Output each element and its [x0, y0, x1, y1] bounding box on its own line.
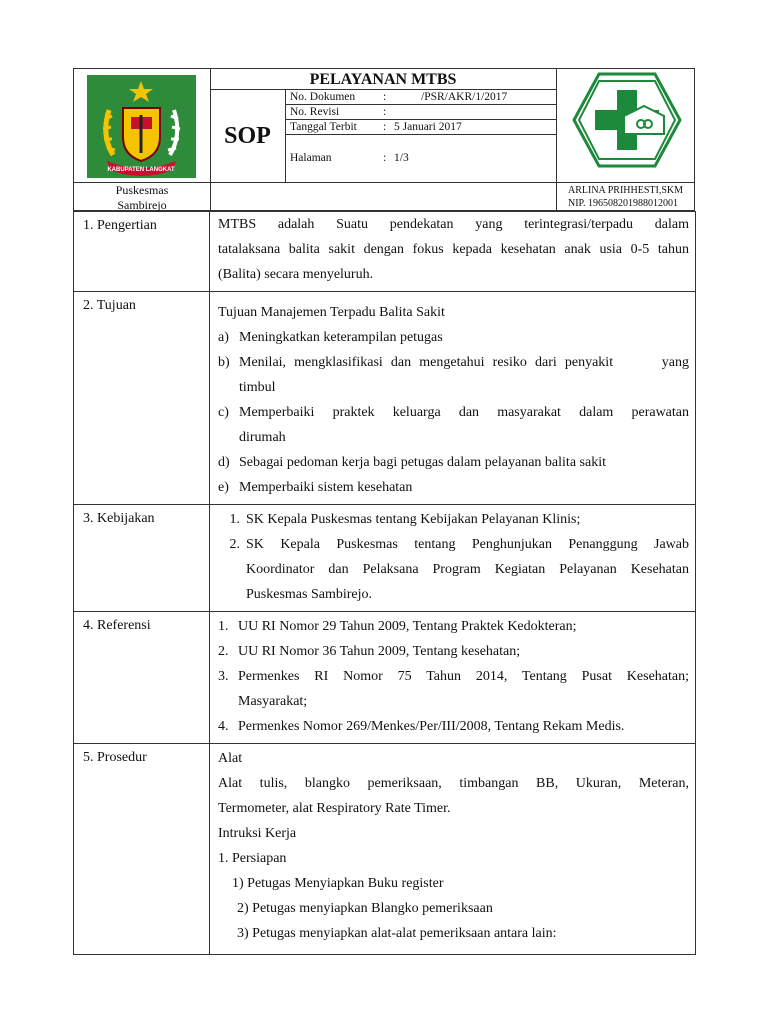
field-sep: : — [383, 106, 387, 118]
list-item: 1. UU RI Nomor 29 Tahun 2009, Tentang Praktek Kedokteran; — [218, 619, 577, 634]
section-label: 3. Kebijakan — [74, 505, 210, 612]
list-item-continuation: timbul — [239, 380, 276, 395]
org-name: Puskesmas Sambirejo — [115, 183, 169, 212]
pengertian-line: (Balita) secara menyeluruh. — [218, 267, 374, 282]
sop-body-table — [73, 211, 696, 955]
section-referensi — [74, 612, 696, 744]
field-sep: : — [383, 152, 387, 164]
section-kebijakan — [74, 505, 696, 612]
pengertian-line: tatalaksana balita sakit dengan fokus kepada kesehatan anak usia 0-5 tahun — [218, 242, 689, 257]
document-title: PELAYANAN MTBS — [309, 71, 457, 88]
sop-document — [73, 68, 695, 955]
list-item: a) Meningkatkan keterampilan petugas — [218, 330, 443, 345]
signer-name: ARLINA PRIHHESTI,SKM — [568, 185, 684, 196]
list-item-continuation: dirumah — [239, 430, 286, 445]
signer-block — [568, 184, 683, 210]
field-sep: : — [383, 121, 387, 133]
tujuan-intro: Tujuan Manajemen Terpadu Balita Sakit — [218, 305, 445, 320]
section-tujuan — [74, 292, 696, 505]
puskesmas-logo — [572, 72, 682, 168]
list-item-continuation: Puskesmas Sambirejo. — [246, 587, 372, 602]
section-label: 4. Referensi — [74, 612, 210, 744]
field-label-no-dokumen: No. Dokumen — [290, 91, 356, 103]
list-item: 2. SK Kepala Puskesmas tentang Penghunjukan Penanggung Jawab — [229, 537, 689, 552]
instruksi-title: Intruksi Kerja — [218, 826, 297, 841]
signer-nip: NIP. 196508201988012001 — [568, 198, 679, 209]
list-item: 1. SK Kepala Puskesmas tentang Kebijakan Pelayanan Klinis; — [229, 512, 581, 527]
field-value-halaman: 1/3 — [394, 152, 409, 164]
step-item: 3) Petugas menyiapkan alat-alat pemeriksaan antara lain: — [237, 926, 557, 941]
list-item: b) Menilai, mengklasifikasi dan mengetahui resiko dari penyakit yang — [218, 355, 689, 370]
svg-text:KABUPATEN LANGKAT: KABUPATEN LANGKAT — [107, 167, 175, 173]
field-value-tanggal-terbit: 5 Januari 2017 — [394, 121, 462, 133]
field-value-no-dokumen: /PSR/AKR/1/2017 — [421, 91, 508, 103]
field-sep: : — [383, 91, 387, 103]
step-item: 2) Petugas menyiapkan Blangko pemeriksaan — [237, 901, 493, 916]
step-title: 1. Persiapan — [218, 851, 287, 866]
list-item: e) Memperbaiki sistem kesehatan — [218, 480, 413, 495]
list-item: 3. Permenkes RI Nomor 75 Tahun 2014, Tentang Pusat Kesehatan; — [218, 669, 689, 684]
list-item: c) Memperbaiki praktek keluarga dan masyarakat dalam perawatan — [218, 405, 689, 420]
list-item-continuation: Koordinator dan Pelaksana Program Kegiatan Pelayanan Kesehatan — [246, 562, 689, 577]
field-label-halaman: Halaman — [290, 152, 332, 164]
alat-line: Termometer, alat Respiratory Rate Timer. — [218, 801, 451, 816]
list-item: d) Sebagai pedoman kerja bagi petugas dalam pelayanan balita sakit — [218, 455, 606, 470]
sop-label: SOP — [224, 122, 271, 149]
section-label: 5. Prosedur — [74, 744, 210, 955]
step-item: 1) Petugas Menyiapkan Buku register — [232, 876, 444, 891]
section-pengertian — [74, 212, 696, 292]
section-label: 2. Tujuan — [74, 292, 210, 505]
sop-header — [73, 68, 695, 211]
list-item-continuation: Masyarakat; — [238, 694, 308, 709]
pengertian-line: MTBS adalah Suatu pendekatan yang terintegrasi/terpadu dalam — [218, 217, 689, 232]
alat-title: Alat — [218, 751, 243, 766]
list-item: 2. UU RI Nomor 36 Tahun 2009, Tentang kesehatan; — [218, 644, 521, 659]
field-label-no-revisi: No. Revisi — [290, 106, 340, 118]
list-item: 4. Permenkes Nomor 269/Menkes/Per/III/2008, Tentang Rekam Medis. — [218, 719, 625, 734]
field-label-tanggal-terbit: Tanggal Terbit — [290, 121, 357, 133]
section-prosedur — [74, 744, 696, 955]
regency-logo — [87, 75, 196, 178]
section-label: 1. Pengertian — [74, 212, 210, 292]
alat-line: Alat tulis, blangko pemeriksaan, timbangan BB, Ukuran, Meteran, — [218, 776, 689, 791]
